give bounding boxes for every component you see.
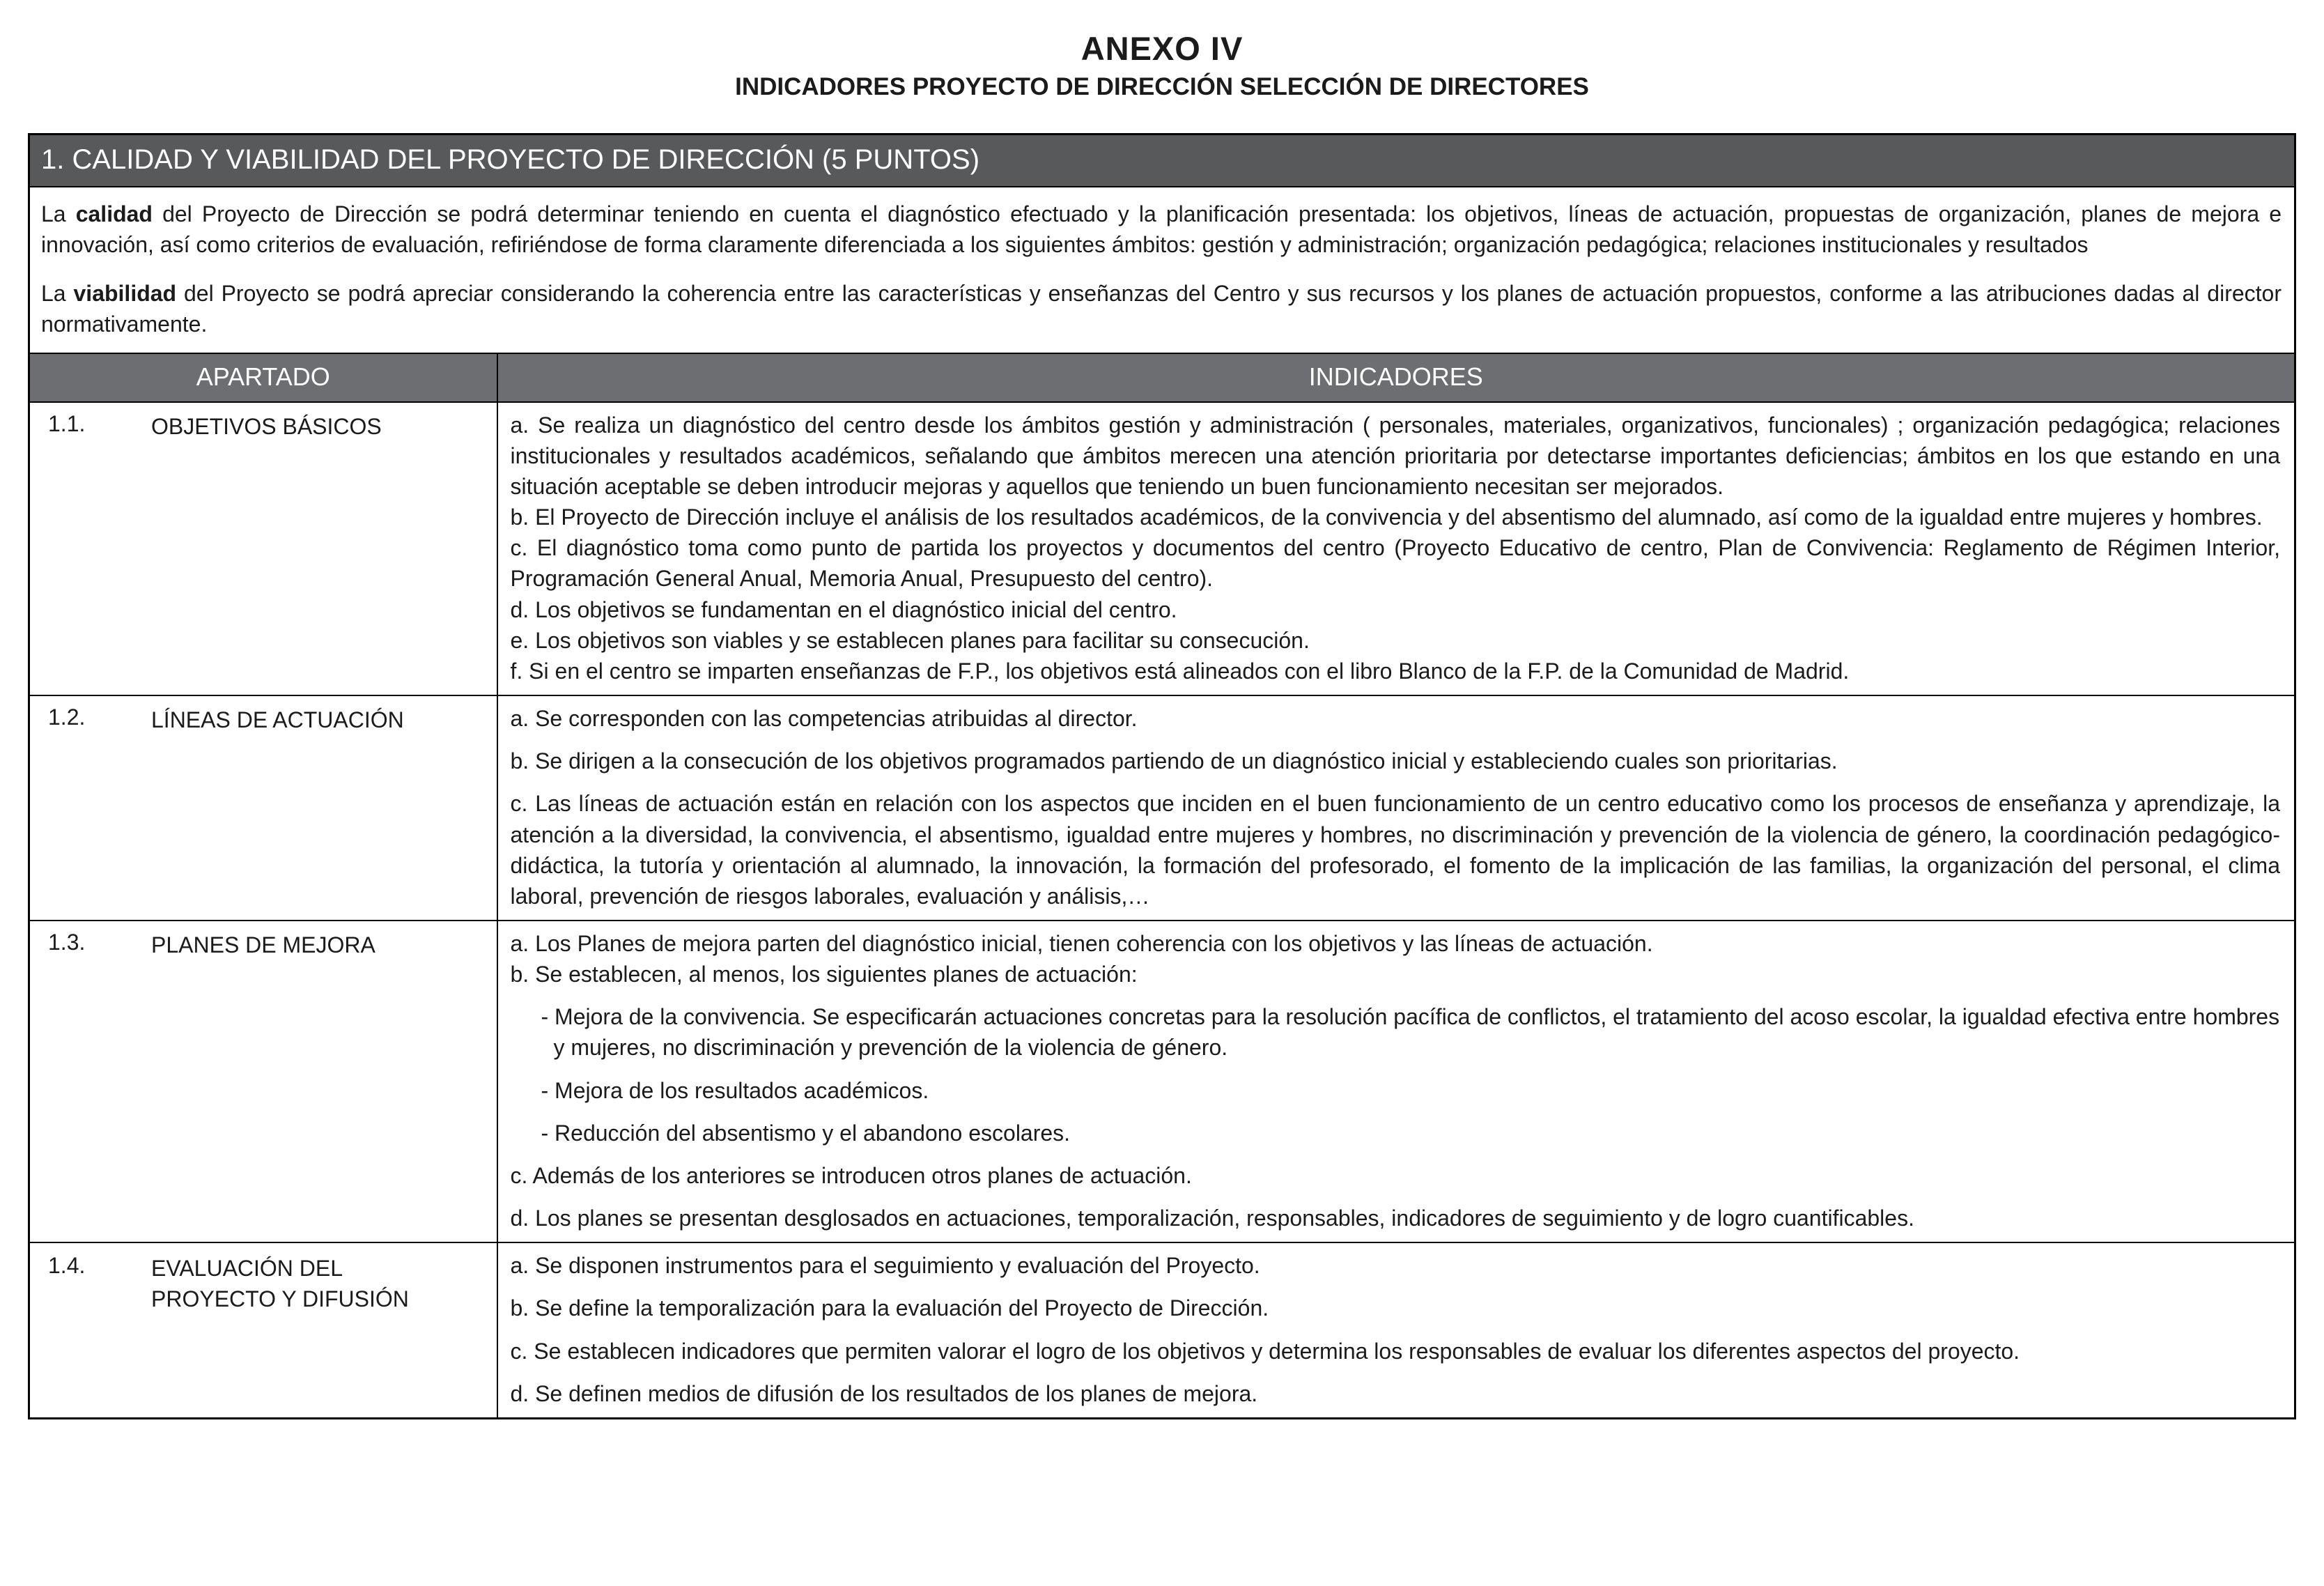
indicator-item: c. Se establecen indicadores que permiten valorar el logro de los objetivos y determina los responsables de evaluar los diferentes aspectos del proyecto. [510, 1338, 2020, 1364]
indicator-item: a. Los Planes de mejora parten del diagnóstico inicial, tienen coherencia con los objetivos y las líneas de actuación. [510, 930, 1653, 956]
page-subtitle: INDICADORES PROYECTO DE DIRECCIÓN SELECCIÓN DE DIRECTORES [735, 73, 1589, 100]
section-heading: 1. CALIDAD Y VIABILIDAD DEL PROYECTO DE DIRECCIÓN (5 PUNTOS) [29, 134, 2295, 187]
intro-text: del Proyecto se podrá apreciar considerando la coherencia entre las características y enseñanzas del Centro y sus recursos y los planes de actuación propuestos, conforme a las atribuciones dadas al director normativamente. [41, 281, 2282, 337]
section-intro [29, 187, 2295, 353]
section-heading-row [29, 134, 2295, 187]
indicator-item: c. El diagnóstico toma como punto de partida los proyectos y documentos del centro (Proyecto Educativo de centro, Plan de Convivencia: Reglamento de Régimen Interior, Programación General Anual, Memoria Anual, Presupuesto del centro). [510, 535, 2280, 592]
intro-paragraph-calidad [41, 199, 2282, 260]
intro-text: La [41, 281, 74, 307]
intro-text: La [41, 201, 76, 226]
indicator-item: b. Se define la temporalización para la evaluación del Proyecto de Dirección. [510, 1295, 1269, 1321]
page-title: ANEXO IV [1080, 30, 1244, 67]
indicator-item: c. Además de los anteriores se introducen otros planes de actuación. [510, 1162, 1192, 1188]
indicator-subitem: - Mejora de la convivencia. Se especificarán actuaciones concretas para la resolución pacífica de conflictos, el tratamiento del acoso escolar, la igualdad efectiva entre hombres y mujeres, no discriminación y prevención de la violencia de género. [541, 1004, 2280, 1061]
indicator-item: a. Se realiza un diagnóstico del centro desde los ámbitos gestión y administración ( personales, materiales, organizativos, funcionales) ; organización pedagógica; relaciones institucionales y resultados académicos, señalando que ámbitos merecen una atención prioritaria por detectarse importantes deficiencias; ámbitos en los que estando en una situación aceptable se deben introducir mejoras y aquellos que teniendo un buen funcionamiento necesitan ser mejorados. [510, 412, 2280, 499]
indicator-item: c. Las líneas de actuación están en relación con los aspectos que inciden en el buen funcionamiento de un centro educativo como los procesos de enseñanza y aprendizaje, la atención a la diversidad, la convivencia, el absentismo, igualdad entre mujeres y hombres, no discriminación y prevención de la violencia de género, la coordinación pedagógico-didáctica, la tutoría y orientación al alumnado, la innovación, la formación del profesorado, el fomento de la implicación de las familias, la organización del personal, el clima laboral, prevención de riesgos laborales, evaluación y análisis,… [510, 791, 2280, 909]
indicator-item: f. Si en el centro se imparten enseñanzas de F.P., los objetivos está alineados con el libro Blanco de la F.P. de la Comunidad de Madrid. [510, 658, 1850, 684]
indicator-item: d. Los planes se presentan desglosados en actuaciones, temporalización, responsables, indicadores de seguimiento y de logro cuantificables. [510, 1206, 1914, 1231]
apartado-cell [29, 402, 497, 695]
apartado-number: 1.3. [48, 929, 86, 955]
apartado-cell [29, 1242, 497, 1418]
indicator-item: b. Se dirigen a la consecución de los objetivos programados partiendo de un diagnóstico inicial y estableciendo cuales son prioritarias. [510, 748, 1838, 774]
apartado-label: LÍNEAS DE ACTUACIÓN [151, 707, 404, 733]
apartado-cell [29, 695, 497, 921]
apartado-number: 1.1. [48, 410, 86, 436]
apartado-label: EVALUACIÓN DEL PROYECTO Y DIFUSIÓN [151, 1256, 409, 1312]
indicator-item: e. Los objetivos son viables y se establecen planes para facilitar su consecución. [510, 627, 1310, 653]
indicator-item: b. El Proyecto de Dirección incluye el análisis de los resultados académicos, de la convivencia y del absentismo del alumnado, así como de la igualdad entre mujeres y hombres. [510, 505, 2263, 530]
indicadores-cell [497, 402, 2295, 695]
indicator-item: a. Se corresponden con las competencias atribuidas al director. [510, 706, 1138, 732]
apartado-number: 1.2. [48, 705, 86, 730]
indicadores-cell [497, 921, 2295, 1242]
column-header-indicadores: INDICADORES [497, 353, 2295, 402]
indicator-item: d. Se definen medios de difusión de los resultados de los planes de mejora. [510, 1380, 1258, 1406]
indicator-item: d. Los objetivos se fundamentan en el diagnóstico inicial del centro. [510, 596, 1177, 622]
indicator-subitem: - Mejora de los resultados académicos. [541, 1077, 929, 1103]
intro-bold-term: viabilidad [73, 281, 177, 307]
apartado-number: 1.4. [48, 1253, 86, 1279]
intro-bold-term: calidad [75, 201, 153, 226]
section-intro-row [29, 187, 2295, 353]
table-header-row [29, 353, 2295, 402]
column-header-apartado: APARTADO [29, 353, 497, 402]
table-row-1-2 [29, 695, 2295, 921]
table-row-1-4 [29, 1242, 2295, 1418]
indicadores-cell [497, 1242, 2295, 1418]
table-row-1-1 [29, 402, 2295, 695]
intro-paragraph-viabilidad [41, 278, 2282, 339]
apartado-cell [29, 921, 497, 1242]
apartado-label: PLANES DE MEJORA [151, 932, 375, 957]
indicator-subitem: - Reducción del absentismo y el abandono escolares. [541, 1120, 1071, 1146]
indicadores-cell [497, 695, 2295, 921]
table-row-1-3 [29, 921, 2295, 1242]
indicators-table [28, 133, 2296, 1419]
indicator-item: a. Se disponen instrumentos para el seguimiento y evaluación del Proyecto. [510, 1253, 1260, 1279]
indicator-item: b. Se establecen, al menos, los siguientes planes de actuación: [510, 962, 1138, 987]
apartado-label: OBJETIVOS BÁSICOS [151, 413, 382, 439]
intro-text: del Proyecto de Dirección se podrá determinar teniendo en cuenta el diagnóstico efectuado y la planificación presentada: los objetivos, líneas de actuación, propuestas de organización, planes de mejora e innovación, así como criterios de evaluación, refiriéndose de forma claramente diferenciada a los siguientes ámbitos: gestión y administración; organización pedagógica; relaciones institucionales y resultados [41, 201, 2282, 258]
